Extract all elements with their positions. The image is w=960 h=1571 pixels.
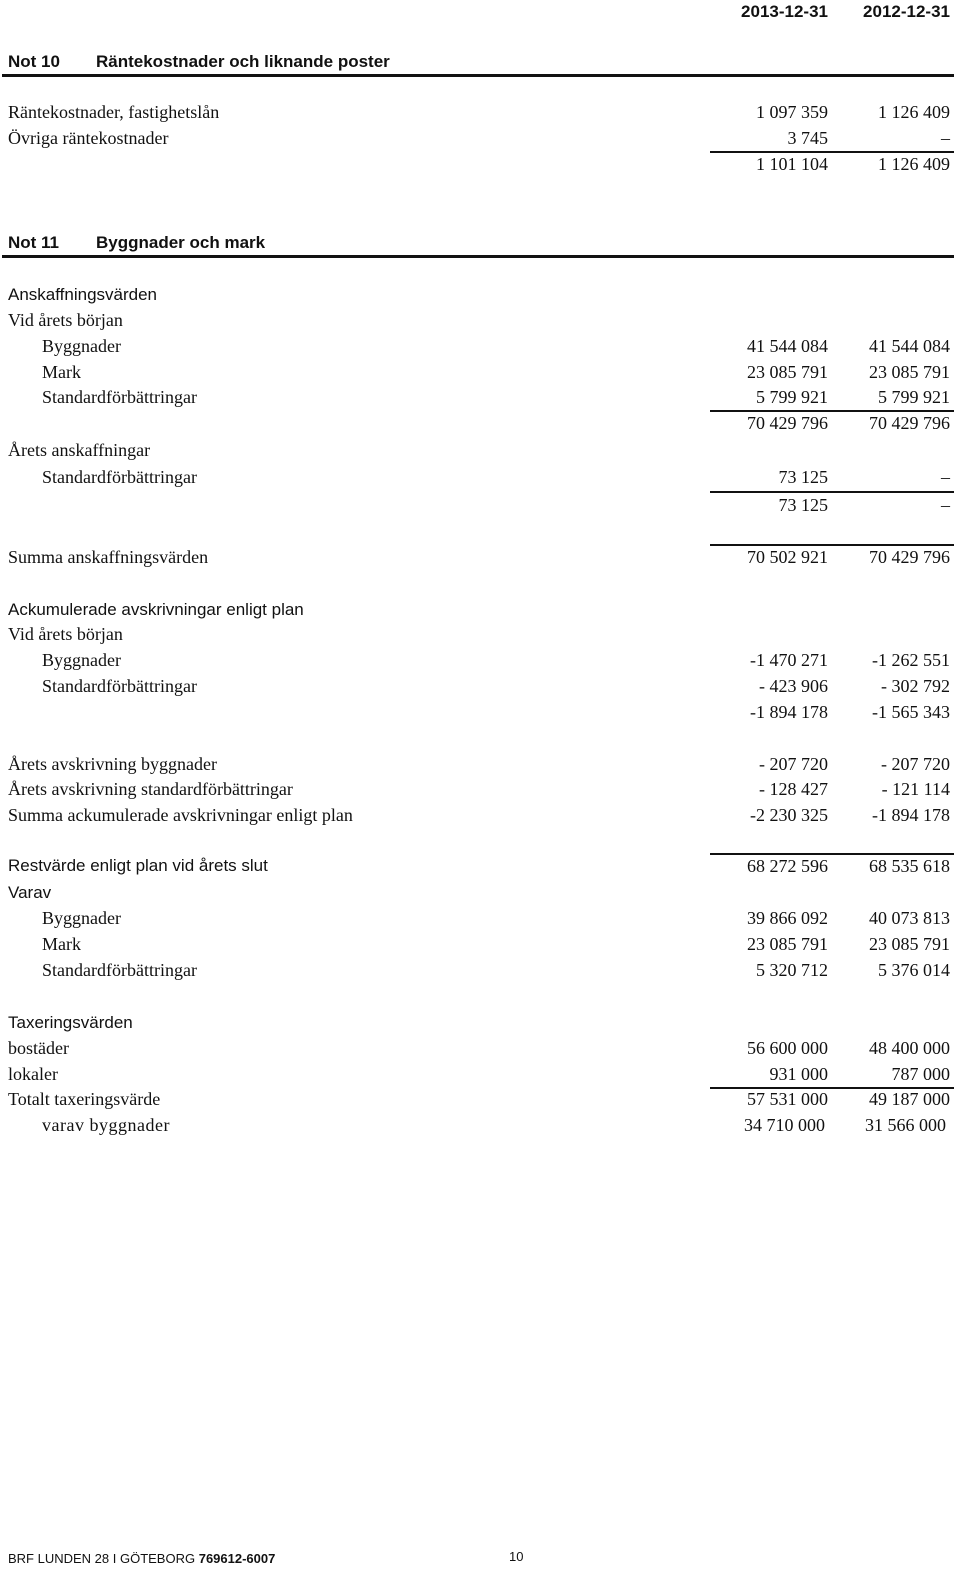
start-of-year-label: Vid årets början: [8, 310, 123, 330]
table-row: Standardförbättringar 5 799 921 5 799 921: [42, 387, 950, 407]
note10-rule: [2, 74, 954, 77]
note10-total-row: 1 101 104 1 126 409: [756, 154, 950, 174]
note10-title: Räntekostnader och liknande poster: [96, 52, 390, 71]
table-row: Standardförbättringar 5 320 712 5 376 014: [42, 960, 950, 980]
table-row: Mark 23 085 791 23 085 791: [42, 934, 950, 954]
residual-value-row: Restvärde enligt plan vid årets slut 68 272 596 68 535 618: [8, 856, 950, 876]
subtotal-rule: [710, 151, 954, 153]
sum-acquisition-row: Summa anskaffningsvärden 70 502 921 70 429 796: [8, 547, 950, 567]
tax-total-row: Totalt taxeringsvärde 57 531 000 49 187 000: [8, 1089, 950, 1109]
page-number: 10: [509, 1549, 524, 1564]
table-row: Årets avskrivning standardförbättringar - 128 427 - 121 114: [8, 779, 950, 799]
table-row: Övriga räntekostnader 3 745 –: [8, 128, 950, 148]
column-header-2013: 2013-12-31: [741, 2, 828, 21]
table-row: Årets avskrivning byggnader - 207 720 - 207 720: [8, 754, 950, 774]
tax-values-heading: Taxeringsvärden: [8, 1013, 133, 1032]
year-acquisitions-total-row: 73 125 –: [778, 495, 950, 515]
varav-label: Varav: [8, 883, 52, 902]
table-row: Mark 23 085 791 23 085 791: [42, 362, 950, 382]
acquisition-heading: Anskaffningsvärden: [8, 285, 158, 304]
start-total-row: 70 429 796 70 429 796: [747, 413, 950, 433]
depreciation-heading: Ackumulerade avskrivningar enligt plan: [8, 600, 304, 619]
table-row: Byggnader 41 544 084 41 544 084: [42, 336, 950, 356]
depreciation-start-label: Vid årets början: [8, 624, 123, 644]
table-row: Standardförbättringar 73 125 –: [42, 467, 950, 487]
table-row: Räntekostnader, fastighetslån 1 097 359 1 126 409: [8, 102, 950, 122]
footer-organization: BRF LUNDEN 28 I GÖTEBORG 769612-6007: [8, 1551, 276, 1566]
table-row: lokaler 931 000 787 000: [8, 1064, 950, 1084]
table-row: bostäder 56 600 000 48 400 000: [8, 1038, 950, 1058]
subtotal-rule: [710, 544, 954, 546]
subtotal-rule: [710, 491, 954, 493]
subtotal-rule: [710, 853, 954, 855]
table-row: Standardförbättringar - 423 906 - 302 792: [42, 676, 950, 696]
note11-number: Not 11: [8, 233, 60, 252]
note11-title: Byggnader och mark: [96, 233, 266, 252]
column-header-2012: 2012-12-31: [863, 2, 950, 21]
depreciation-total-row: -1 894 178 -1 565 343: [750, 702, 950, 722]
note11-rule: [2, 255, 954, 258]
year-acquisitions-label: Årets anskaffningar: [8, 440, 151, 460]
table-row: Byggnader -1 470 271 -1 262 551: [42, 650, 950, 670]
note10-number: Not 10: [8, 52, 60, 71]
subtotal-rule: [710, 410, 954, 412]
table-row: Summa ackumulerade avskrivningar enligt plan -2 230 325 -1 894 178: [8, 805, 950, 825]
table-row: Byggnader 39 866 092 40 073 813: [42, 908, 950, 928]
tax-of-buildings-row: varav byggnader 34 710 000 31 566 000: [42, 1115, 946, 1135]
